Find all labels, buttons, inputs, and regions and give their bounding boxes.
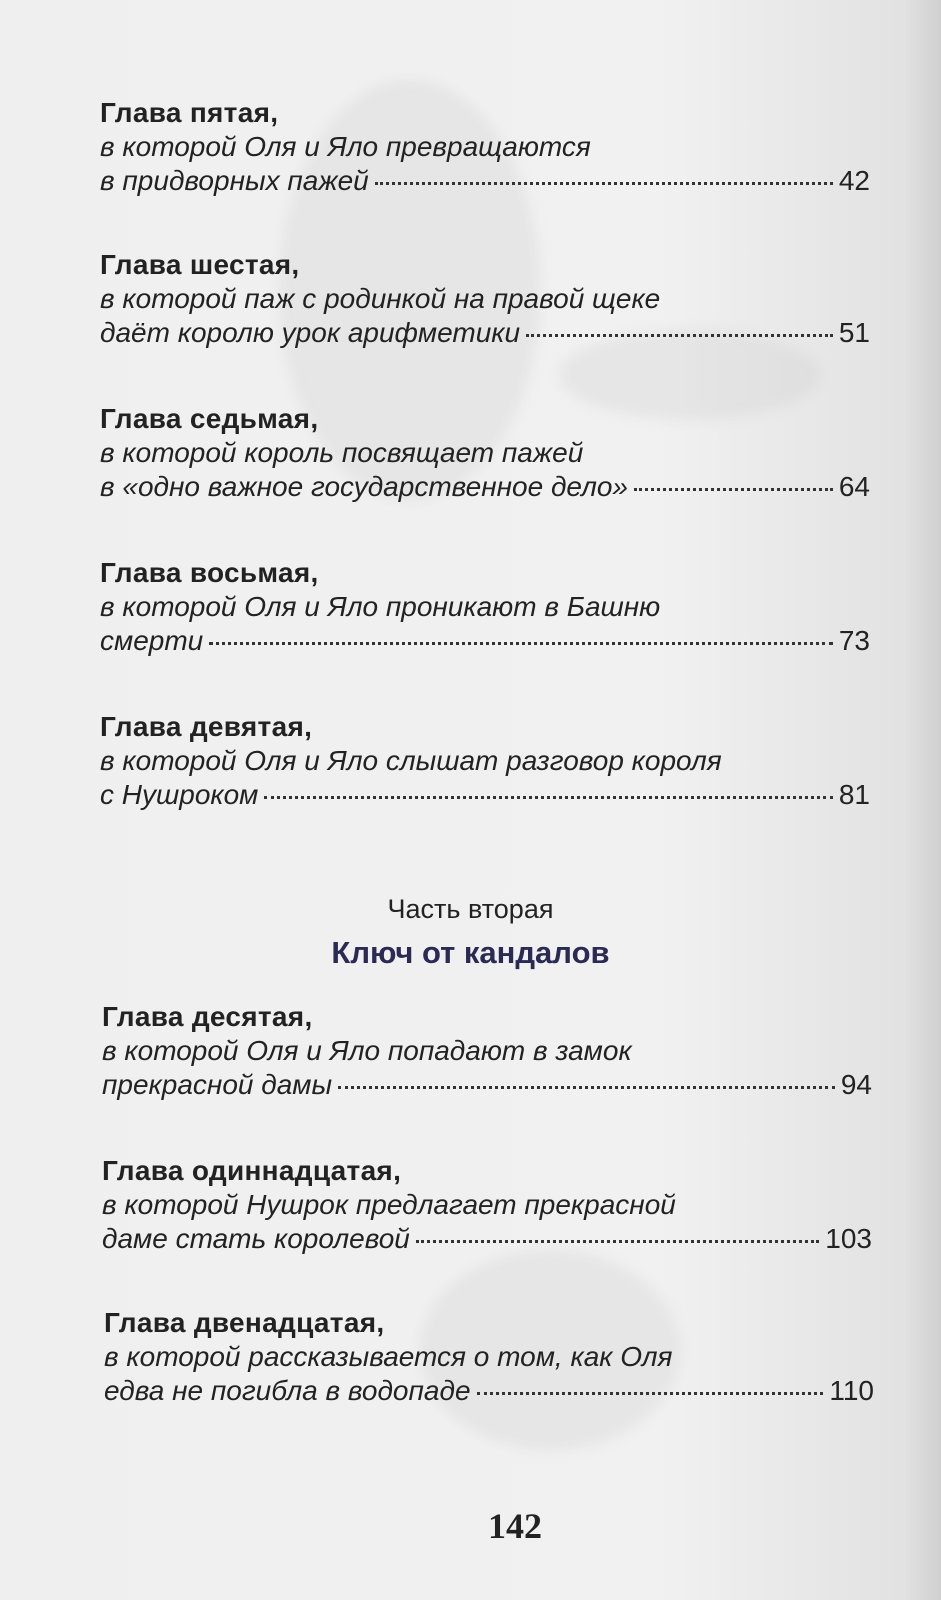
chapter-description: в которой Оля и Яло проникают в Башню [100,591,661,622]
chapter-title: Глава двенадцатая, [104,1307,385,1338]
dot-leader [375,182,833,185]
toc-entry-chapter-8[interactable] [100,556,870,658]
chapter-title: Глава пятая, [100,97,279,128]
chapter-page-number: 73 [838,625,870,656]
toc-entry-chapter-6[interactable] [100,248,870,350]
chapter-description: в которой рассказывается о том, как Оля [104,1341,673,1372]
toc-entry-chapter-9[interactable] [100,710,870,812]
chapter-page-number: 94 [840,1069,872,1100]
part-label: Часть вторая [387,894,554,924]
chapter-description: в которой Нушрок предлагает прекрасной [102,1189,676,1220]
chapter-description-end: с Нушроком [100,779,259,810]
chapter-description: в которой Оля и Яло попадают в замок [102,1035,632,1066]
chapter-title: Глава шестая, [100,249,300,280]
chapter-description-end: смерти [100,625,204,656]
chapter-page-number: 110 [829,1375,874,1406]
chapter-description-end: в «одно важное государственное дело» [100,471,629,502]
chapter-page-number: 42 [838,165,870,196]
chapter-description: в которой паж с родинкой на правой щеке [100,283,661,314]
chapter-title: Глава седьмая, [100,403,319,434]
toc-entry-chapter-10[interactable] [102,1000,872,1102]
dot-leader [477,1392,824,1395]
dot-leader [416,1240,819,1243]
dot-leader [338,1086,835,1089]
chapter-page-number: 103 [825,1223,872,1254]
toc-entry-chapter-11[interactable] [102,1154,872,1256]
page-number: 142 [488,1506,542,1546]
toc-entry-chapter-12[interactable] [104,1306,874,1408]
toc-entry-chapter-7[interactable] [100,402,870,504]
dot-leader [264,796,832,799]
chapter-page-number: 51 [838,317,870,348]
chapter-description-end: едва не погибла в водопаде [104,1375,471,1406]
chapter-description-end: прекрасной дамы [102,1069,333,1100]
chapter-title: Глава восьмая, [100,557,319,588]
chapter-description-end: в придворных пажей [100,165,369,196]
dot-leader [634,488,833,491]
chapter-title: Глава одиннадцатая, [102,1155,402,1186]
chapter-description: в которой король посвящает пажей [100,437,584,468]
chapter-description: в которой Оля и Яло слышат разговор короля [100,745,722,776]
chapter-description-end: даёт королю урок арифметики [100,317,521,348]
chapter-page-number: 81 [838,779,870,810]
dot-leader [209,642,833,645]
toc-entry-chapter-5[interactable] [100,96,870,198]
part-title: Ключ от кандалов [331,935,610,970]
chapter-description-end: даме стать королевой [102,1223,410,1254]
chapter-title: Глава десятая, [102,1001,313,1032]
chapter-title: Глава девятая, [100,711,313,742]
chapter-page-number: 64 [838,471,870,502]
dot-leader [526,334,833,337]
chapter-description: в которой Оля и Яло превращаются [100,131,591,162]
